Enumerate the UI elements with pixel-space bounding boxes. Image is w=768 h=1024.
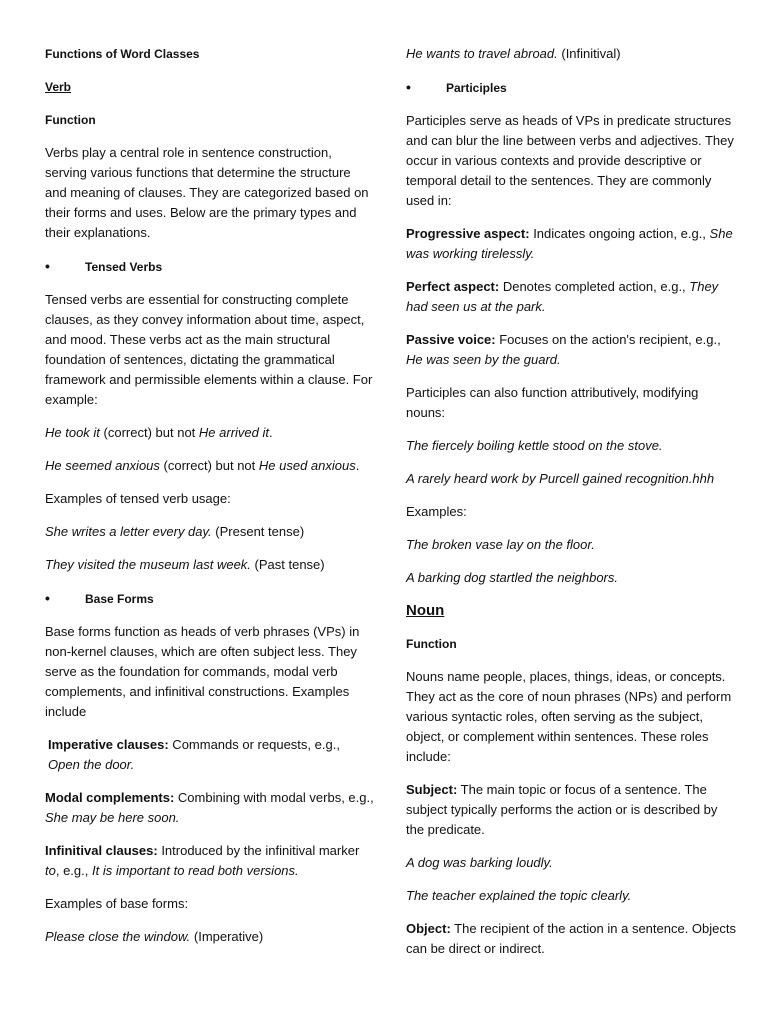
example-line: A barking dog startled the neighbors. <box>406 570 618 585</box>
example-line <box>45 423 375 443</box>
example-text: (Imperative) <box>190 929 264 944</box>
subject-item <box>406 780 736 840</box>
perfect-aspect-item <box>406 277 736 317</box>
item-example: She may be here soon. <box>45 810 180 825</box>
item-label: Infinitival clauses: <box>45 843 158 858</box>
example-italic: They visited the museum last week. <box>45 557 251 572</box>
attributive-intro: Participles can also function attributively, modifying nouns: <box>406 385 699 420</box>
verbs-intro-paragraph: Verbs play a central role in sentence construction, serving various functions that determine the structure and meaning of clauses. They are categorized based on their forms and uses. Below are the primary types and their explanations. <box>45 145 369 240</box>
example-line: The teacher explained the topic clearly. <box>406 888 632 903</box>
noun-intro-paragraph: Nouns name people, places, things, ideas, or concepts. They act as the core of noun phrases (NPs) and perform various syntactic roles, often serving as the subject, object, or complement within sentences. These roles include: <box>406 669 732 764</box>
infinitival-clauses-item <box>45 841 375 881</box>
example-italic: He wants to travel abroad. <box>406 46 558 61</box>
example-italic: He used anxious <box>258 458 356 473</box>
item-label: Imperative clauses: <box>48 737 169 752</box>
example-line <box>406 44 736 64</box>
function-heading: Function <box>406 637 457 651</box>
base-examples-label: Examples of base forms: <box>45 896 189 911</box>
example-text: (Infinitival) <box>557 46 621 61</box>
item-text: Commands or requests, e.g., <box>168 737 340 752</box>
item-example: It is important to read both versions. <box>91 863 299 878</box>
bullet-icon: • <box>45 590 50 606</box>
right-column <box>406 44 736 972</box>
example-italic: He took it <box>45 425 100 440</box>
left-column <box>45 44 375 960</box>
item-text: Focuses on the action's recipient, e.g., <box>495 332 721 347</box>
example-line <box>45 522 375 542</box>
bullet-participles <box>406 77 736 98</box>
bullet-icon: • <box>406 79 411 95</box>
item-example: She was working tirelessly. <box>406 226 733 261</box>
example-italic: She writes a letter every day. <box>45 524 212 539</box>
item-text: Indicates ongoing action, e.g., <box>529 226 710 241</box>
item-example: Open the door. <box>48 757 135 772</box>
item-label: Object: <box>406 921 451 936</box>
document-title: Functions of Word Classes <box>45 47 200 61</box>
verb-section-heading: Verb <box>45 80 72 94</box>
item-text: The recipient of the action in a sentence. Objects can be direct or indirect. <box>406 921 737 956</box>
item-text: Introduced by the infinitival marker <box>157 843 360 858</box>
progressive-aspect-item <box>406 224 736 264</box>
item-label: Passive voice: <box>406 332 496 347</box>
participles-heading: Participles <box>446 81 507 95</box>
example-line <box>45 456 375 476</box>
item-text: The main topic or focus of a sentence. The subject typically performs the action or is described by the predicate. <box>406 782 718 837</box>
tensed-examples-label: Examples of tensed verb usage: <box>45 491 231 506</box>
item-label: Perfect aspect: <box>406 279 500 294</box>
example-text: (Present tense) <box>211 524 305 539</box>
example-italic: He arrived it <box>198 425 269 440</box>
example-italic: Please close the window. <box>45 929 191 944</box>
item-marker: to <box>45 863 56 878</box>
example-line: The fiercely boiling kettle stood on the stove. <box>406 438 663 453</box>
item-example: They had seen us at the park. <box>406 279 719 314</box>
example-line: The broken vase lay on the floor. <box>406 537 595 552</box>
item-text: Denotes completed action, e.g., <box>499 279 690 294</box>
example-line: A dog was barking loudly. <box>406 855 553 870</box>
participles-intro-paragraph: Participles serve as heads of VPs in predicate structures and can blur the line between verbs and adjectives. They occur in various contexts and provide descriptive or temporal detail to the sentences. They are commonly used in: <box>406 113 734 208</box>
item-label: Progressive aspect: <box>406 226 530 241</box>
base-intro-paragraph: Base forms function as heads of verb phrases (VPs) in non-kernel clauses, which are often subject less. They serve as the foundation for commands, modal verb complements, and infinitival constructions. Examples include <box>45 624 360 719</box>
example-italic: He seemed anxious <box>45 458 160 473</box>
example-text: . <box>268 425 273 440</box>
function-heading: Function <box>45 113 96 127</box>
item-text: Combining with modal verbs, e.g., <box>174 790 374 805</box>
noun-section-heading: Noun <box>406 602 445 619</box>
tensed-intro-paragraph: Tensed verbs are essential for constructing complete clauses, as they convey information about time, aspect, and mood. These verbs act as the main structural foundation of sentences, dictating the grammatical framework and permissible elements within a clause. For example: <box>45 292 373 407</box>
example-text: (correct) but not <box>159 458 259 473</box>
example-line <box>45 555 375 575</box>
examples-label: Examples: <box>406 504 467 519</box>
bullet-icon: • <box>45 258 50 274</box>
passive-voice-item <box>406 330 736 370</box>
example-text: (correct) but not <box>99 425 199 440</box>
bullet-tensed-verbs <box>45 256 375 277</box>
object-item <box>406 919 736 959</box>
item-example: He was seen by the guard. <box>406 352 561 367</box>
example-text: . <box>355 458 360 473</box>
example-text: (Past tense) <box>250 557 325 572</box>
example-line <box>45 927 375 947</box>
tensed-verbs-heading: Tensed Verbs <box>85 260 163 274</box>
item-text: , e.g., <box>55 863 92 878</box>
base-forms-heading: Base Forms <box>85 592 154 606</box>
bullet-base-forms <box>45 588 375 609</box>
modal-complements-item <box>45 788 375 828</box>
item-label: Subject: <box>406 782 458 797</box>
example-line: A rarely heard work by Purcell gained recognition.hhh <box>406 471 715 486</box>
imperative-clauses-item <box>45 735 375 775</box>
item-label: Modal complements: <box>45 790 175 805</box>
